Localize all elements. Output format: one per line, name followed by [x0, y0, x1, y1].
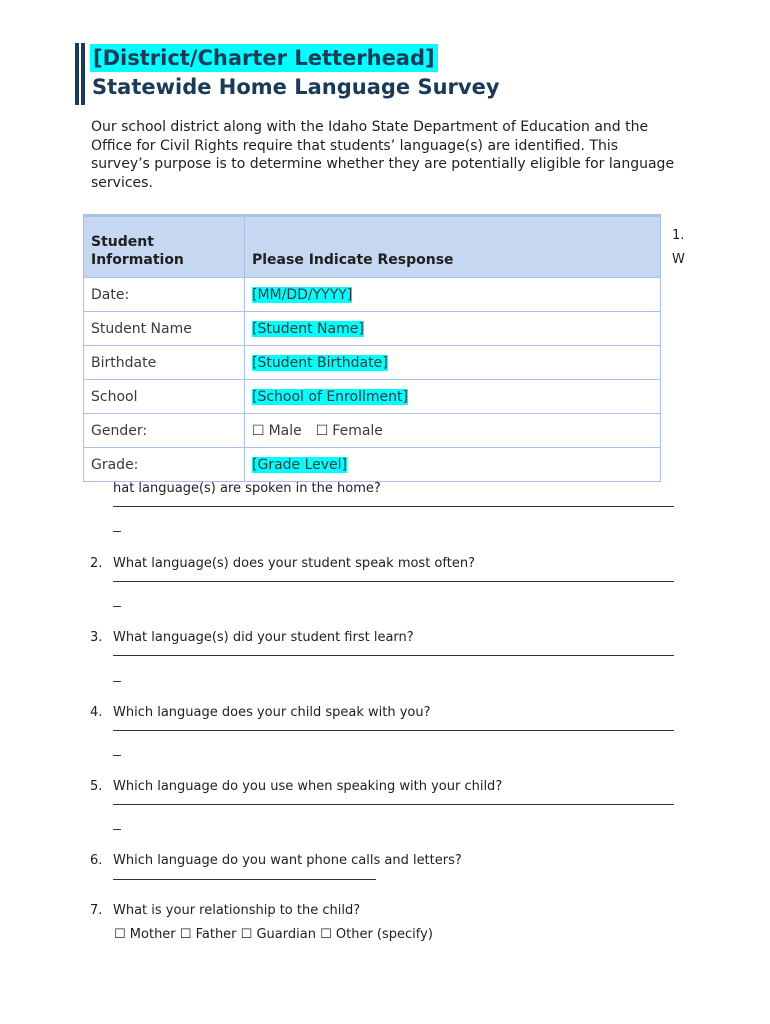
- table-header-row: [84, 216, 661, 278]
- student-info-table: [83, 214, 661, 482]
- answer-line-3[interactable]: [113, 655, 674, 656]
- row-label-student-name: Student Name: [84, 312, 245, 346]
- grade-field[interactable]: [245, 448, 661, 482]
- letterhead-bar-left: [75, 43, 79, 105]
- table-row: [84, 312, 661, 346]
- male-checkbox[interactable]: ☐: [252, 422, 265, 439]
- question-6-number: 6.: [90, 853, 103, 868]
- question-5-number: 5.: [90, 779, 103, 794]
- question-6-text: Which language do you want phone calls and letters?: [113, 853, 462, 868]
- date-value[interactable]: [MM/DD/YYYY]: [252, 286, 353, 303]
- guardian-label: Guardian: [256, 927, 316, 942]
- answer-line-5-tail[interactable]: [113, 829, 121, 830]
- row-label-school: School: [84, 380, 245, 414]
- question-7-number: 7.: [90, 903, 103, 918]
- intro-paragraph: Our school district along with the Idaho State Department of Education and the Office for Civil Rights require that students’ language(s) are identified. This survey’s purpose is to determine whether they are potentially eligible for language services.: [91, 119, 675, 191]
- answer-line-4[interactable]: [113, 730, 674, 731]
- header-student-information: Student Information: [84, 216, 245, 278]
- answer-line-6[interactable]: [113, 879, 376, 880]
- grade-value[interactable]: [Grade Level]: [252, 456, 348, 473]
- answer-line-2[interactable]: [113, 581, 674, 582]
- question-5-text: Which language do you use when speaking with your child?: [113, 779, 503, 794]
- male-label: Male: [268, 422, 302, 439]
- page-title: Statewide Home Language Survey: [92, 75, 500, 99]
- female-checkbox[interactable]: ☐: [315, 422, 329, 439]
- row-label-date: Date:: [84, 278, 245, 312]
- answer-line-3-tail[interactable]: [113, 681, 121, 682]
- letterhead-placeholder[interactable]: [District/Charter Letterhead]: [90, 44, 438, 72]
- question-4-number: 4.: [90, 705, 103, 720]
- question-3-text: What language(s) did your student first learn?: [113, 630, 414, 645]
- header-please-indicate-response: Please Indicate Response: [245, 216, 661, 278]
- other-label: Other (specify): [335, 927, 433, 942]
- table-row: [84, 380, 661, 414]
- father-checkbox[interactable]: ☐: [179, 927, 192, 942]
- father-label: Father: [195, 927, 237, 942]
- question-2-number: 2.: [90, 556, 103, 571]
- birthdate-value[interactable]: [Student Birthdate]: [252, 354, 388, 371]
- table-row: [84, 448, 661, 482]
- answer-line-2-tail[interactable]: [113, 606, 121, 607]
- relationship-options: [114, 927, 433, 942]
- mother-checkbox[interactable]: ☐: [114, 927, 126, 942]
- student-name-field[interactable]: [245, 312, 661, 346]
- other-checkbox[interactable]: ☐: [320, 927, 332, 942]
- birthdate-field[interactable]: [245, 346, 661, 380]
- mother-label: Mother: [129, 927, 176, 942]
- student-name-value[interactable]: [Student Name]: [252, 320, 364, 337]
- answer-line-5[interactable]: [113, 804, 674, 805]
- question-1-text: hat language(s) are spoken in the home?: [113, 481, 381, 496]
- letterhead-bar-right: [81, 43, 85, 105]
- table-row: [84, 414, 661, 448]
- answer-line-4-tail[interactable]: [113, 755, 121, 756]
- gender-options: [245, 414, 661, 448]
- table-row: [84, 278, 661, 312]
- school-value[interactable]: [School of Enrollment]: [252, 388, 408, 405]
- row-label-birthdate: Birthdate: [84, 346, 245, 380]
- answer-line-1-tail[interactable]: [113, 531, 121, 532]
- question-7-text: What is your relationship to the child?: [113, 903, 361, 918]
- school-field[interactable]: [245, 380, 661, 414]
- date-field[interactable]: [245, 278, 661, 312]
- question-4-text: Which language does your child speak with you?: [113, 705, 431, 720]
- table-row: [84, 346, 661, 380]
- answer-line-1[interactable]: [113, 506, 674, 507]
- row-label-gender: Gender:: [84, 414, 245, 448]
- guardian-checkbox[interactable]: ☐: [240, 927, 253, 942]
- female-label: Female: [332, 422, 383, 439]
- question-2-text: What language(s) does your student speak most often?: [113, 556, 475, 571]
- question-1-number: 1.: [672, 228, 685, 243]
- row-label-grade: Grade:: [84, 448, 245, 482]
- question-1-first-letter: W: [672, 252, 685, 267]
- question-3-number: 3.: [90, 630, 103, 645]
